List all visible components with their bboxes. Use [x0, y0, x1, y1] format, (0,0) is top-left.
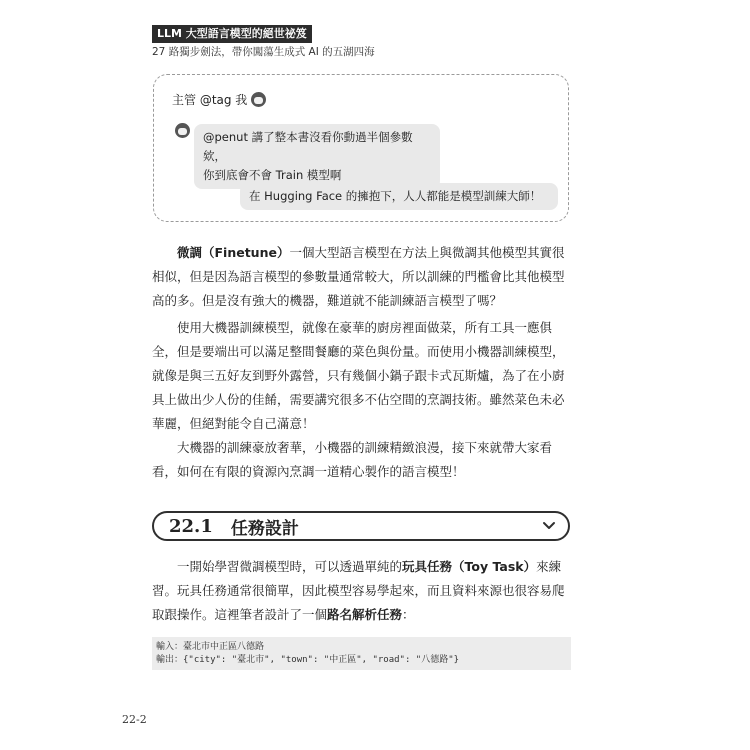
paragraph-text: 一個大型語言模型在方法上與微調其他模型其實很相似，但是因為語言模型的參數量通常較大，所以訓練的門檻會比其他模型高的多。但是沒有強大的機器，難道就不能訓練語言模型了嗎？ — [152, 245, 565, 308]
paragraph-analogy: 使用大機器訓練模型，就像在豪華的廚房裡面做菜，所有工具一應俱全，但是要端出可以滿足整間餐廳的菜色與份量。而使用小機器訓練模型，就像是與三五好友到野外露營，只有幾個小鍋子跟卡式瓦斯爐，為了在小廚具上做出少人份的佳餚，需要講究很多不佔空間的烹調技術。雖然菜色未必華麗，但絕對能令自己滿意！ — [152, 320, 565, 431]
book-title-tag: LLM 大型語言模型的絕世祕笈 — [152, 25, 312, 43]
code-line-input: 輸入：臺北市中正區八德路 — [156, 642, 265, 652]
page-number: 22-2 — [122, 713, 147, 726]
chat-bubble-line: 你到底會不會 Train 模型啊 — [203, 168, 342, 182]
user-avatar-icon — [251, 92, 266, 107]
code-line-output: 輸出：{"city": "臺北市", "town": "中正區", "road": "八德路"} — [156, 654, 460, 665]
section-number: 22.1 — [169, 515, 213, 537]
book-subtitle: 27 路獨步劍法，帶你闖蕩生成式 AI 的五湖四海 — [152, 46, 375, 58]
chat-bubble-manager — [194, 124, 440, 189]
paragraph-transition: 大機器的訓練豪放奢華，小機器的訓練精緻浪漫，接下來就帶大家看看，如何在有限的資源內烹調一道精心製作的語言模型！ — [152, 440, 553, 479]
section-title: 任務設計 — [230, 518, 299, 539]
paragraph-text: ： — [402, 607, 415, 622]
chat-header — [172, 91, 266, 108]
section-heading — [152, 511, 570, 541]
chat-title: 主管 @tag 我 — [172, 93, 248, 107]
chat-bubble-reply: 在 Hugging Face 的擁抱下，人人都能是模型訓練大師！ — [240, 183, 558, 210]
paragraph-intro — [152, 241, 572, 313]
term-toy-task: 玩具任務（Toy Task） — [402, 559, 537, 574]
term-finetune: 微調（Finetune） — [177, 245, 290, 260]
manager-avatar-icon — [175, 123, 190, 138]
paragraph-text: 來練習。玩具任務通常很簡單，因此模型容易學起來，而且資料來源也很容易爬取跟操作。這裡筆者設計了一個 — [152, 559, 565, 622]
paragraph-text: 一開始學習微調模型時，可以透過單純的 — [177, 559, 403, 574]
chat-bubble-line: @penut 講了整本書沒看你動過半個參數欸， — [203, 130, 413, 163]
paragraph-task — [152, 555, 572, 627]
chevron-down-icon — [542, 519, 556, 533]
term-road-parsing: 路名解析任務 — [327, 607, 403, 622]
code-example — [152, 637, 571, 670]
chat-illustration — [153, 74, 569, 222]
